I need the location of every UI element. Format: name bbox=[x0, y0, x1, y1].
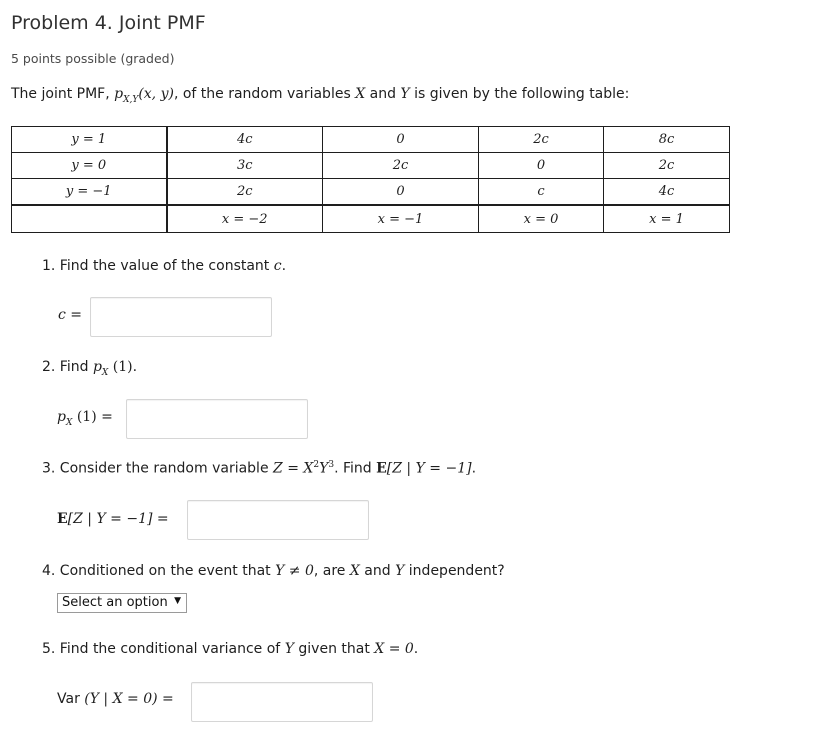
answer-label-ez bbox=[57, 511, 169, 527]
question-text: 1. Find the value of the constant bbox=[42, 258, 274, 274]
table-cell: 4c bbox=[167, 127, 323, 153]
answer-label-c: c = bbox=[58, 307, 83, 323]
intro-text: is given by the following table: bbox=[409, 86, 630, 102]
empty-corner-cell bbox=[12, 205, 167, 233]
question-text: , are bbox=[313, 563, 350, 579]
question-expr: p bbox=[92, 359, 102, 375]
table-cell: c bbox=[479, 179, 604, 206]
question-var: Y bbox=[395, 563, 405, 579]
question-text: and bbox=[359, 563, 396, 579]
intro-pmf-symbol: p bbox=[114, 86, 124, 102]
question-3 bbox=[42, 460, 476, 477]
question-text: . Find bbox=[334, 460, 377, 477]
question-expr-arg: (1) bbox=[108, 359, 133, 375]
answer-label-px1 bbox=[57, 409, 113, 428]
question-expr-sub: X bbox=[101, 367, 109, 378]
question-text: . bbox=[132, 359, 138, 375]
intro-text: The joint PMF, bbox=[11, 86, 115, 102]
problem-intro bbox=[11, 86, 629, 105]
question-text: 5. Find the conditional variance of bbox=[42, 641, 285, 657]
expectation-symbol: E bbox=[376, 460, 387, 477]
x-label: x = 0 bbox=[479, 205, 604, 233]
joint-pmf-table bbox=[11, 126, 730, 233]
x-label: x = −2 bbox=[167, 205, 323, 233]
intro-y: Y bbox=[400, 86, 410, 102]
question-expr: Y bbox=[319, 460, 329, 477]
row-label: y = −1 bbox=[12, 179, 167, 206]
answer-input-ez[interactable] bbox=[187, 500, 369, 540]
label-rest: (Y | X = 0) = bbox=[79, 691, 174, 707]
table-cell: 8c bbox=[604, 127, 730, 153]
question-sup: 2 bbox=[313, 460, 320, 470]
question-text: . bbox=[413, 641, 419, 657]
intro-pmf-args: (x, y) bbox=[138, 86, 174, 102]
intro-x: X bbox=[355, 86, 366, 102]
question-expr: Y ≠ 0 bbox=[275, 563, 314, 579]
table-cell: 0 bbox=[479, 153, 604, 179]
question-text: 3. Consider the random variable bbox=[42, 460, 274, 477]
intro-text: and bbox=[365, 86, 401, 102]
label-rest: [Z | Y = −1] = bbox=[67, 511, 169, 527]
table-cell: 4c bbox=[604, 179, 730, 206]
answer-input-c[interactable] bbox=[90, 297, 272, 337]
question-expr: Z = X bbox=[273, 460, 314, 477]
intro-text: , of the random variables bbox=[173, 86, 356, 102]
expectation-symbol: E bbox=[57, 511, 68, 527]
x-label: x = −1 bbox=[323, 205, 479, 233]
question-var: c bbox=[273, 258, 282, 274]
question-expr: [Z | Y = −1] bbox=[386, 460, 472, 477]
answer-label-var bbox=[57, 691, 174, 707]
answer-input-var[interactable] bbox=[191, 682, 373, 722]
table-row bbox=[12, 127, 730, 153]
question-5 bbox=[42, 641, 418, 657]
question-text: 4. Conditioned on the event that bbox=[42, 563, 276, 579]
row-label: y = 0 bbox=[12, 153, 167, 179]
question-var: Y bbox=[284, 641, 294, 657]
problem-title: Problem 4. Joint PMF bbox=[11, 12, 206, 34]
question-text: given that bbox=[293, 641, 375, 657]
table-cell: 0 bbox=[323, 179, 479, 206]
row-label: y = 1 bbox=[12, 127, 167, 153]
question-text: independent? bbox=[404, 563, 505, 579]
label-sub: X bbox=[65, 417, 73, 428]
table-row bbox=[12, 153, 730, 179]
label-symbol: p bbox=[57, 409, 66, 425]
table-cell: 0 bbox=[323, 127, 479, 153]
question-sup: 3 bbox=[328, 460, 335, 470]
question-text: . bbox=[281, 258, 287, 274]
table-cell: 2c bbox=[479, 127, 604, 153]
table-row-x-labels bbox=[12, 205, 730, 233]
table-cell: 2c bbox=[167, 179, 323, 206]
question-4 bbox=[42, 563, 505, 579]
intro-pmf-subscript: X,Y bbox=[123, 94, 139, 105]
x-label: x = 1 bbox=[604, 205, 730, 233]
triangle-down-icon: ▼ bbox=[174, 596, 181, 606]
question-expr: X = 0 bbox=[374, 641, 414, 657]
question-2 bbox=[42, 359, 137, 378]
table-cell: 2c bbox=[604, 153, 730, 179]
question-var: X bbox=[349, 563, 360, 579]
question-1 bbox=[42, 258, 286, 274]
variance-label: Var bbox=[57, 691, 80, 707]
table-row bbox=[12, 179, 730, 206]
table-cell: 2c bbox=[323, 153, 479, 179]
answer-input-px1[interactable] bbox=[126, 399, 308, 439]
question-text: 2. Find bbox=[42, 359, 93, 375]
question-text: . bbox=[471, 460, 477, 477]
independence-select[interactable] bbox=[57, 593, 187, 613]
select-value: Select an option bbox=[62, 595, 168, 610]
points-possible: 5 points possible (graded) bbox=[11, 51, 175, 66]
table-cell: 3c bbox=[167, 153, 323, 179]
label-rest: (1) = bbox=[72, 409, 113, 425]
